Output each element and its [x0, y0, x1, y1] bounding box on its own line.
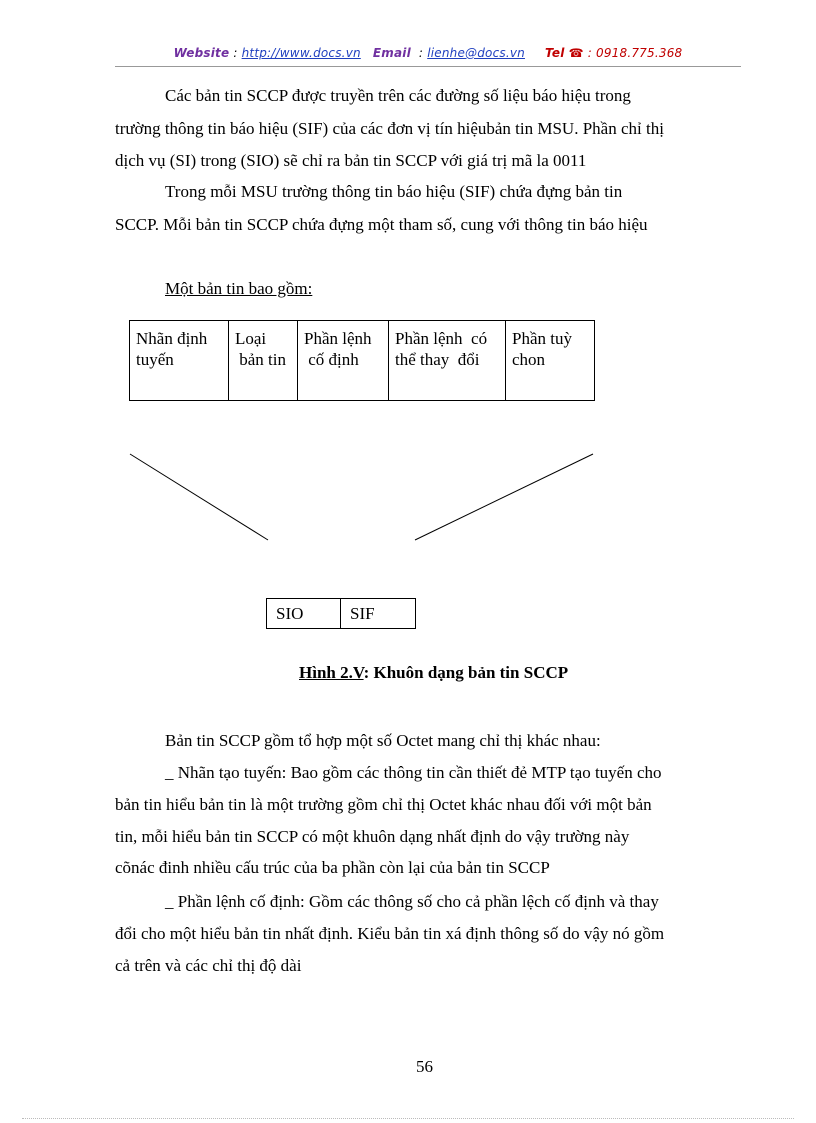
right-connector-line [415, 454, 593, 540]
para4-line1: _ Nhãn tạo tuyến: Bao gồm các thông tin cần thiết đẻ MTP tạo tuyến cho [165, 763, 662, 782]
para5-line3: cả trên và các chỉ thị độ dài [115, 956, 302, 975]
para1-line3: dịch vụ (SI) trong (SIO) sẽ chỉ ra bản tin SCCP với giá trị mã la 0011 [115, 151, 587, 170]
para2-line1: Trong mỗi MSU trường thông tin báo hiệu (SIF) chứa đựng bản tin [165, 182, 623, 201]
para4-line4: cõnác đinh nhiều cấu trúc của ba phần còn lại của bản tin SCCP [115, 858, 550, 877]
para5-line2: đổi cho một hiểu bản tin nhất định. Kiểu bản tin xá định thông số do vậy nó gồm [115, 924, 665, 943]
cell-optional-part: Phần tuỳ chon [506, 321, 595, 401]
cell-fixed-part: Phần lệnh cố định [298, 321, 389, 401]
para4-line3: tin, mỗi hiểu bản tin SCCP có một khuôn dạng nhất định do vậy trường này [115, 827, 630, 846]
phone-icon: ☎ [568, 46, 584, 60]
para2-line2: SCCP. Mỗi bản tin SCCP chứa đựng một tham số, cung với thông tin báo hiệu [115, 215, 648, 234]
para5-line1: _ Phần lệnh cố định: Gồm các thông số cho cả phần lệch cố định và thay [165, 892, 659, 911]
figure-caption: Hình 2.V: Khuôn dạng bản tin SCCP [299, 663, 569, 682]
email-link[interactable]: lienhe@docs.vn [427, 46, 525, 60]
website-label: Website [173, 46, 230, 60]
para3: Bản tin SCCP gồm tổ hợp một số Octet mang chỉ thị khác nhau: [165, 731, 601, 750]
left-connector-line [130, 454, 268, 540]
page-header: Website : http://www.docs.vn Email : lienhe@docs.vn Tel ☎ : 0918.775.368 [173, 46, 683, 60]
website-link[interactable]: http://www.docs.vn [241, 46, 361, 60]
sio-sif-box [266, 598, 416, 629]
sif-cell: SIF [341, 599, 416, 629]
cell-message-type: Loại bản tin [229, 321, 298, 401]
tel-value: : 0918.775.368 [587, 46, 683, 60]
cell-routing-label: Nhãn định tuyến [130, 321, 229, 401]
email-label: Email [372, 46, 411, 60]
para1-line2: trường thông tin báo hiệu (SIF) của các đơn vị tín hiệubản tin MSU. Phần chỉ thị [115, 119, 664, 138]
para1-line1: Các bản tin SCCP được truyền trên các đường số liệu báo hiệu trong [165, 86, 631, 105]
subheading: Một bản tin bao gồm: [165, 279, 313, 298]
page-bottom-dotted-line [22, 1118, 794, 1119]
tel-label: Tel [545, 46, 565, 60]
para4-line2: bản tin hiểu bản tin là một trường gồm chỉ thị Octet khác nhau đối với một bản [115, 795, 652, 814]
cell-variable-part: Phần lệnh có thể thay đổi [389, 321, 506, 401]
sio-cell: SIO [267, 599, 341, 629]
page-number: 56 [416, 1057, 433, 1076]
